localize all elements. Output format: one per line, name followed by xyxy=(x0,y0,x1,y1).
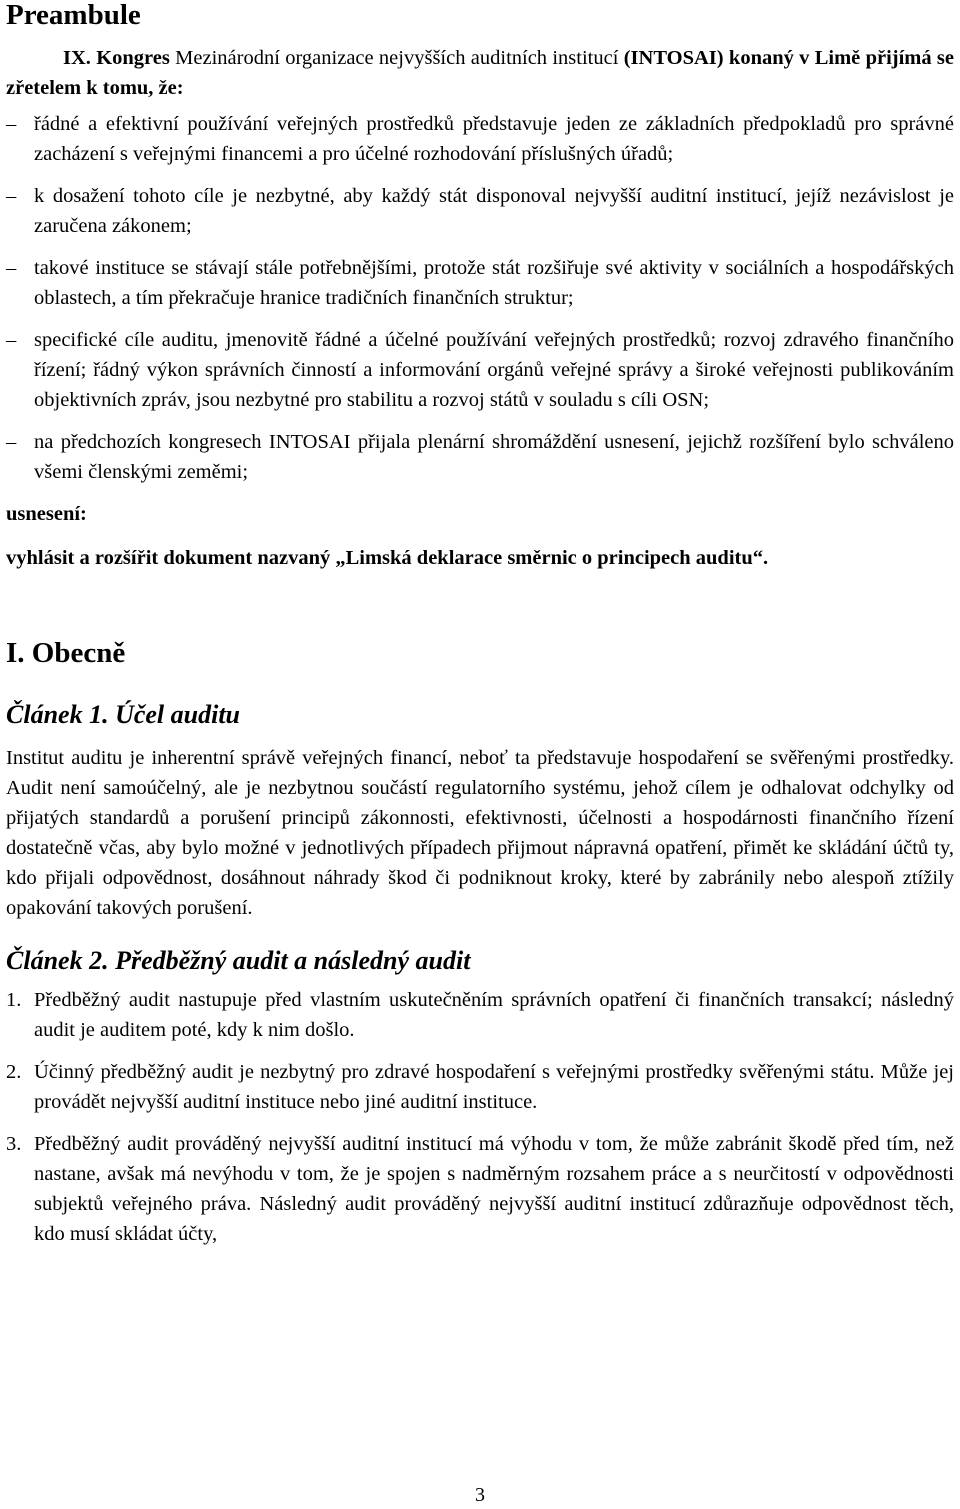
list-item xyxy=(6,109,954,169)
list-item xyxy=(6,325,954,415)
article-2-title: Článek 2. Předběžný audit a následný audit xyxy=(6,946,471,975)
article-1-text: Institut auditu je inherentní správě veřejných financí, neboť ta představuje hospodaření se svěřenými prostředky. Audit není samoúčelný, ale je nezbytnou součástí regulatorního systému, jehož cílem je odhalovat odchylky od přijatých standardů a porušení principů zákonnosti, efektivnosti, účelnosti a hospodárnosti finančního řízení dostatečně včas, aby bylo možné v jednotlivých případech přijmout nápravná opatření, přimět ke skládání účtů ty, kdo přijali odpovědnost, dosáhnout náhrady škod či podniknout kroky, které by zabránily nebo alespoň ztížily opakování takových porušení. xyxy=(6,747,954,919)
resolution-text: vyhlásit a rozšířit dokument nazvaný „Limská deklarace směrnic o principech auditu“. xyxy=(6,547,769,569)
item-number: 2. xyxy=(6,1061,22,1083)
dash-bullet: – xyxy=(6,329,17,351)
dash-bullet: – xyxy=(6,431,17,453)
intro-tail: konaný v Limě přijímá se zřetelem k tomu, že: xyxy=(6,47,955,99)
organization-abbr: (INTOSAI) xyxy=(623,47,724,69)
resolution-label: usnesení: xyxy=(6,503,87,525)
list-item-text: specifické cíle auditu, jmenovitě řádné a účelné používání veřejných prostředků; rozvoj zdravého finančního řízení; řádný výkon správních činností a informování orgánů veřejné správy a široké veřejnosti publikováním objektivních zpráv, jsou nezbytné pro stabilitu a rozvoj států v souladu s cíli OSN; xyxy=(34,329,954,411)
dash-bullet: – xyxy=(6,185,17,207)
organization-name: Mezinárodní organizace nejvyšších auditních institucí xyxy=(169,47,624,69)
list-item xyxy=(6,1129,954,1249)
article-2-list xyxy=(6,985,954,1249)
preamble-list xyxy=(6,109,954,487)
preamble-intro xyxy=(6,43,954,103)
list-item-text: na předchozích kongresech INTOSAI přijala plenární shromáždění usnesení, jejichž rozšíření bylo schváleno všemi členskými zeměmi; xyxy=(34,431,954,483)
dash-bullet: – xyxy=(6,113,17,135)
item-number: 1. xyxy=(6,989,22,1011)
section-title: I. Obecně xyxy=(6,637,126,669)
list-item-text: Účinný předběžný audit je nezbytný pro zdravé hospodaření s veřejnými prostředky svěřenými státu. Může jej provádět nejvyšší auditní instituce nebo jiné auditní instituce. xyxy=(34,1061,954,1113)
list-item xyxy=(6,1057,954,1117)
congress-name: IX. Kongres xyxy=(63,47,170,69)
document-page xyxy=(6,0,954,1261)
item-number: 3. xyxy=(6,1133,22,1155)
preamble-title: Preambule xyxy=(6,0,141,31)
page-number: 3 xyxy=(475,1484,485,1506)
list-item-text: k dosažení tohoto cíle je nezbytné, aby každý stát disponoval nejvyšší auditní institucí, jejíž nezávislost je zaručena zákonem; xyxy=(34,185,954,237)
article-1-title: Článek 1. Účel auditu xyxy=(6,700,241,729)
list-item xyxy=(6,985,954,1045)
dash-bullet: – xyxy=(6,257,17,279)
list-item-text: řádné a efektivní používání veřejných prostředků představuje jeden ze základních předpokladů pro správné zacházení s veřejnými financemi a pro účelné rozhodování příslušných úřadů; xyxy=(34,113,954,165)
list-item xyxy=(6,427,954,487)
list-item-text: takové instituce se stávají stále potřebnějšími, protože stát rozšiřuje své aktivity v sociálních a hospodářských oblastech, a tím překračuje hranice tradičních finančních struktur; xyxy=(34,257,954,309)
list-item xyxy=(6,181,954,241)
list-item-text: Předběžný audit prováděný nejvyšší auditní institucí má výhodu v tom, že může zabránit škodě před tím, než nastane, avšak má nevýhodu v tom, že je spojen s nadměrným rozsahem práce a s neurčitostí v odpovědnosti subjektů veřejného práva. Následný audit prováděný nejvyšší auditní institucí zdůrazňuje odpovědnost těch, kdo musí skládat účty, xyxy=(34,1133,954,1245)
list-item xyxy=(6,253,954,313)
list-item-text: Předběžný audit nastupuje před vlastním uskutečněním správních opatření či finančních transakcí; následný audit je auditem poté, kdy k nim došlo. xyxy=(34,989,954,1041)
